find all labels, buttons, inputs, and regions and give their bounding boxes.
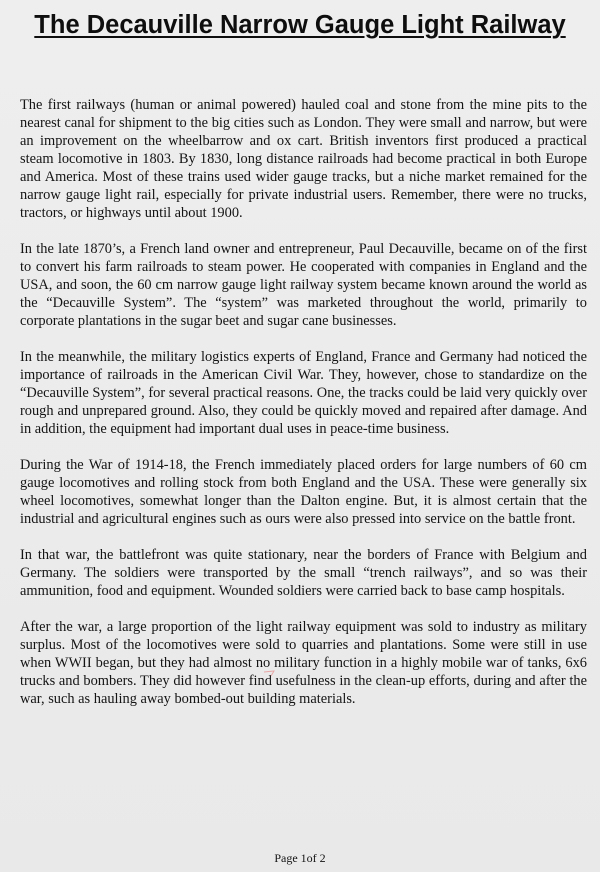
paragraph-5: In that war, the battlefront was quite stationary, near the borders of France with Belgium and Germany. The soldiers were transported by the small “trench railways”, and so was their ammunition, food and equipment. Wounded soldiers were carried back to base camp hospitals. — [20, 547, 587, 599]
paragraph-1: The first railways (human or animal powered) hauled coal and stone from the mine pits to the nearest canal for shipment to the big cities such as London. They were small and narrow, but were an improvement on the wheelbarrow and ox cart. British inventors first produced a practical steam locomotive in 1803. By 1830, long distance railroads had become practical in both Europe and America. Most of these trains used wider gauge tracks, but a niche market remained for the narrow gauge light rail, especially for private industrial users. Remember, there were no trucks, tractors, or highways until about 1900. — [20, 97, 587, 221]
paragraph-3: In the meanwhile, the military logistics experts of England, France and Germany had noticed the importance of railroads in the American Civil War. They, however, chose to standardize on the “Decauville System”, for several practical reasons. One, the tracks could be laid very quickly over rough and unprepared ground. Also, they could be quickly moved and repaired after damage. And in addition, the equipment had important dual uses in peace-time business. — [20, 349, 587, 437]
paragraph-6: After the war, a large proportion of the light railway equipment was sold to industry as military surplus. Most of the locomotives were sold to quarries and plantations. Some were still in use when WWII began, but they had almost no military function in a highly mobile war of tanks, 6x6 trucks and bombers. They did however find usefulness in the clean-up efforts, during and after the war, such as hauling away bombed-out building materials. — [20, 619, 587, 707]
pencil-mark — [262, 668, 278, 678]
document-body — [20, 96, 587, 726]
page-number: Page 1of 2 — [274, 851, 326, 865]
paragraph-4: During the War of 1914-18, the French immediately placed orders for large numbers of 60 cm gauge locomotives and rolling stock from both England and the USA. These were generally six wheel locomotives, somewhat longer than the Dalton engine. But, it is almost certain that the industrial and agricultural engines such as ours were also pressed into service on the battle front. — [20, 457, 587, 527]
document-title: The Decauville Narrow Gauge Light Railway — [34, 11, 566, 39]
paragraph-2: In the late 1870’s, a French land owner and entrepreneur, Paul Decauville, became on of the first to convert his farm railroads to steam power. He cooperated with companies in England and the USA, and soon, the 60 cm narrow gauge light railway system became known around the world as the “Decauville System”. The “system” was marketed throughout the world, primarily to corporate plantations in the sugar beet and sugar cane businesses. — [20, 241, 587, 329]
